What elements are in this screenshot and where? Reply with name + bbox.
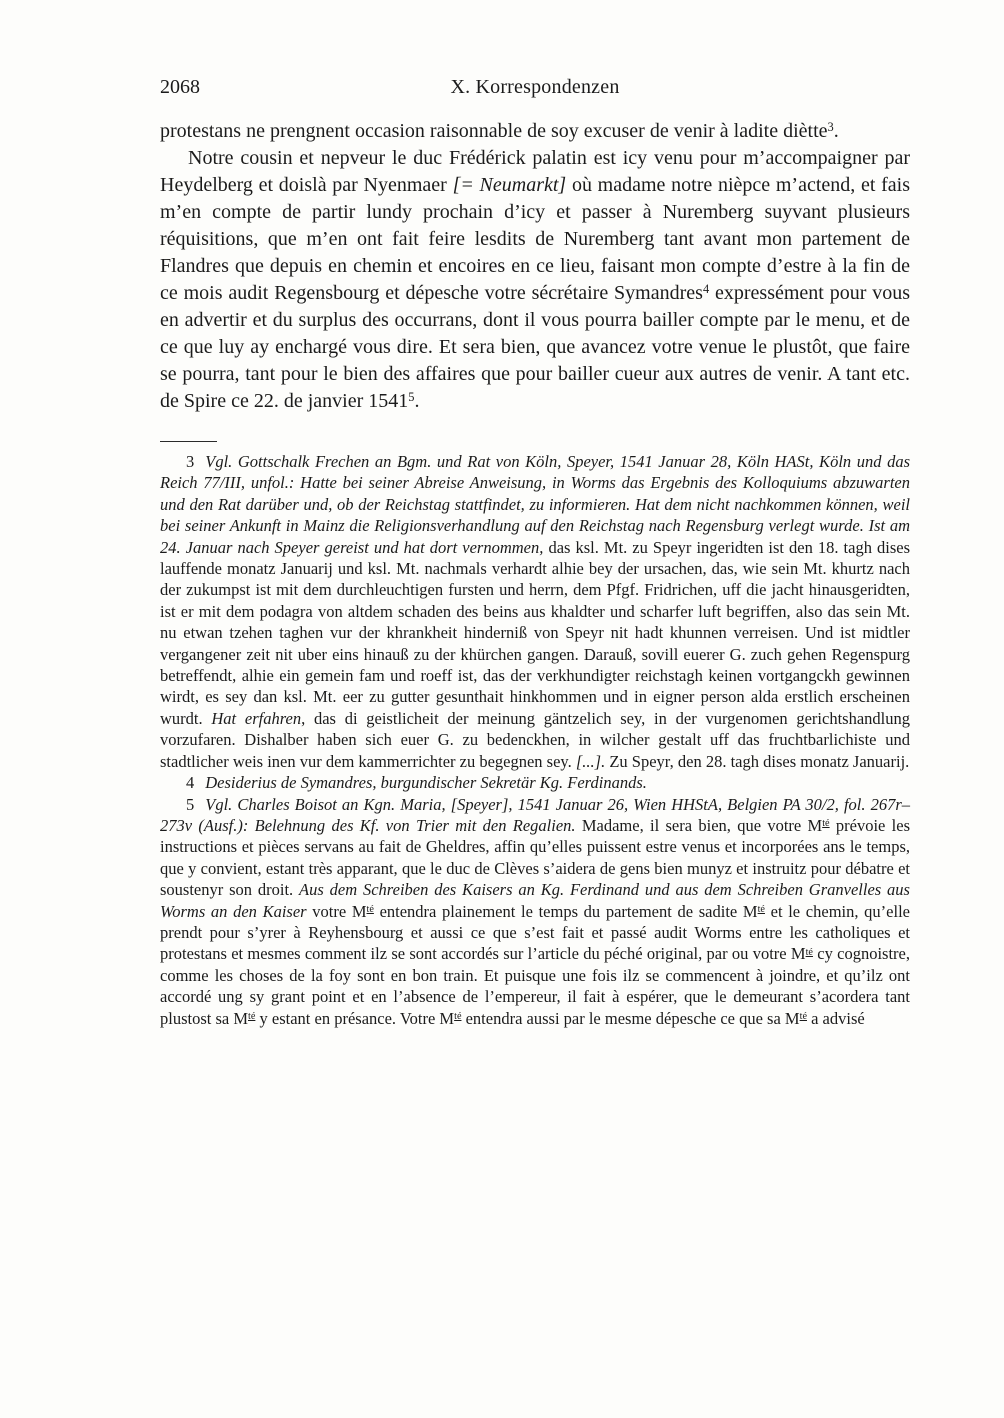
footnote-text	[160, 452, 910, 771]
footnotes-section	[160, 451, 910, 1029]
text-segment: té	[757, 903, 765, 915]
text-segment: Zu Speyr, den 28. tagh dises monatz Januarij.	[605, 751, 910, 771]
text-segment: Vgl. Gottschalk Frechen an Bgm. und Rat von Köln, Speyer, 1541 Januar 28, Köln HASt, Köln und das Reich 77/III, unfol.: Hatte bei seiner Abreise Anweisung, in Worms das Ergebnis des Kolloquiums abzuwarten und den Rat darüber und, ob der Reichstag stattfindet, zu informieren. Hat dem nicht nachkommen können, weil bei seiner Ankunft in Mainz die Religionsverhandlung auf den Reichstag nach Regensburg verlegt wurde. Ist am 24. Januar nach Speyer gereist und hat dort vernommen,	[160, 452, 910, 557]
footnote-number: 4	[186, 773, 195, 793]
footnote-text	[160, 795, 910, 1028]
text-segment: 4	[702, 281, 710, 296]
text-segment: , das di geistlicheit der meinung gäntzelich sey, in der vurgenomen gerichtshandlung vorzufaren. Dishalber haben sich euer G. zu bedenckhen, in wilcher gestalt uff das fruchtbarlichiste und stadtlicher weis inen vur dem kammerrichter zu begegnen sey.	[160, 708, 911, 771]
text-segment: Notre cousin et nepveur le duc Frédérick palatin est icy venu pour m’accompaigner par Heydelberg et doislà par Nyenmaer	[160, 147, 910, 196]
text-segment: té	[366, 903, 374, 915]
text-segment: Desiderius de Symandres, burgundischer Sekretär Kg. Ferdinands.	[205, 773, 647, 793]
footnote-number: 5	[186, 794, 195, 814]
text-segment: expressément pour vous en advertir et du surplus des occurrans, dont il vous pourra bailler compte par le menu, et de ce que luy ay enchargé vous dire. Et sera bien, que avancez votre venue le plustôt, que faire se pourra, tant pour le bien des affaires que pour bailler cueur aux autres de venir. A tant etc. de Spire ce 22. de janvier 1541	[160, 282, 910, 412]
text-segment: té	[248, 1010, 256, 1022]
text-segment: [= Neumarkt]	[452, 174, 567, 196]
text-segment: entendra plainement le temps du partement de sadite M	[373, 901, 758, 921]
text-segment: entendra aussi par le mesme dépesche ce que sa M	[461, 1008, 800, 1028]
running-title: X. Korrespondenzen	[450, 76, 620, 98]
text-segment: 3	[827, 119, 834, 134]
body-paragraph	[160, 145, 910, 415]
page-header	[160, 76, 910, 106]
text-segment: das ksl. Mt. zu Speyr ingeridten ist den 18. tagh dises lauffende monatz Januarij und ksl. Mt. nachmals verhardt alhie bey der ursachen, das, wie sein Mt. khurtz nach der zukumpst ist mit dem durchleuchtigen fursten und herrn, dem Pfgf. Fridrichen, uff die jacht hinausgeridten, ist er mit dem podagra von altdem schaden des beins aus khaldter und scharfer luft begriffen, also das sein Mt. nu etwan tzehen taghen vur der khrankheit hinderniß von Speyr nit hadt khunnen verreisen. Und ist midtler vergangener zeit nit uber eins hinauß zu der khürchen gangen. Darauß, sovill euerer G. zuch gehen Regenspurg betreffendt, alhie ein gemein fam und roeff ist, das der verkhundigter reichstagh keinen vortgangckh gewinnen wirdt, es sey dan ksl. Mt. eer zu gutter gesunthait hinkhommen und in eigner person alda erstlich erscheinen wurdt.	[160, 537, 910, 728]
text-segment: té	[822, 818, 830, 830]
text-segment: Madame, il sera bien, que votre M	[581, 815, 823, 835]
text-segment: té	[799, 1010, 807, 1022]
footnote	[160, 794, 910, 1029]
text-segment: Vgl. Charles Boisot an Kgn. Maria, [Speyer], 1541 Januar 26, Wien HHStA, Belgien PA 30/2, fol. 267r–273v (Ausf.): Belehnung des Kf. von Trier mit den Regalien.	[160, 794, 910, 835]
footnote-number: 3	[186, 452, 195, 471]
body-text	[160, 118, 910, 415]
text-segment: Aus dem Schreiben des Kaisers an Kg. Ferdinand und aus dem Schreiben Granvelles aus Worms an den Kaiser	[160, 880, 910, 921]
text-segment: où madame notre nièpce m’actend, et fais m’en compte de partir lundy prochain d’icy et passer à Nuremberg suyvant plusieurs réquisitions, que m’en ont fait feire lesdits de Nuremberg tant avant mon partement de Flandres que depuis en chemin et encoires en ce lieu, faisant mon compte d’estre à la fin de ce mois audit Regensbourg et dépesche votre sécrétaire Symandres	[160, 174, 910, 304]
page-number: 2068	[160, 76, 200, 98]
text-segment: [...].	[575, 751, 606, 771]
text-segment: Hat erfahren	[211, 708, 302, 728]
text-segment: 5	[408, 389, 415, 404]
text-segment: té	[805, 946, 813, 958]
text-segment: té	[454, 1010, 462, 1022]
footnote	[160, 451, 910, 772]
text-segment: .	[414, 390, 420, 412]
text-segment: protestans ne prengnent occasion raisonnable de soy excuser de venir à ladite diètte	[160, 120, 828, 142]
text-segment: votre M	[312, 901, 367, 921]
text-segment: y estant en présance. Votre M	[255, 1008, 455, 1028]
text-segment: cy cognoistre, comme les choses de la foy sont en bon train. Et puisque une fois ilz se commencent à joindre, et qu’ilz ont accordé ung sy grant point et en l’absence de l’empereur, il fait à espérer, que le demeurant s’acordera tant plustost sa M	[160, 944, 910, 1028]
footnote-separator-rule	[160, 441, 217, 442]
text-segment: .	[833, 120, 839, 142]
body-paragraph	[160, 118, 910, 145]
text-segment: et le chemin, qu’elle prendt pour s’yrer à Reyhensbourg et aussi ce que s’est fait et passé audit Worms entre les catholiques et protestans et mesmes comment ilz se sont accordés sur l’article du péché original, par ou votre M	[160, 901, 910, 964]
footnote	[160, 772, 910, 793]
text-segment: a advisé	[806, 1008, 865, 1028]
footnote-text	[205, 773, 647, 792]
text-segment: prévoie les instructions et pièces servans au fait de Gheldres, affin qu’elles puissent estre venus et incorporées ans le temps, que y convient, estant très apparant, que le duc de Clèves s’aidera de gens bien munyz et instruitz pour débatre et soustenyr son droit.	[160, 815, 910, 900]
